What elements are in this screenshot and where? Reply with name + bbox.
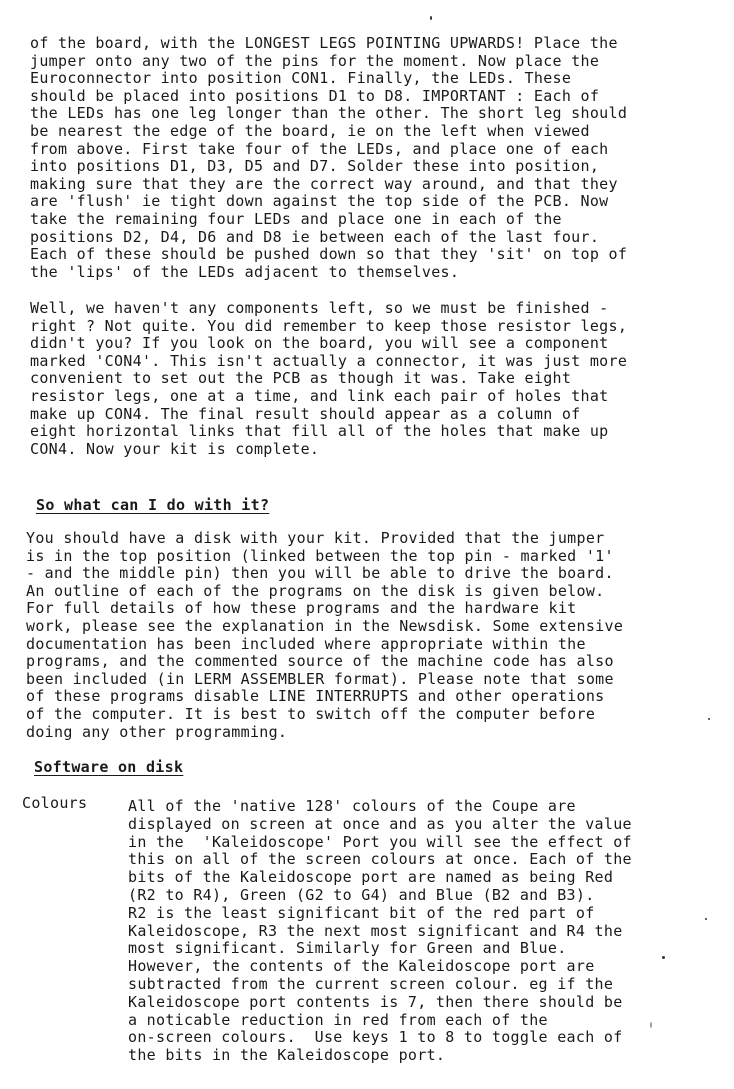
section-heading-what-can-i-do: So what can I do with it? <box>36 496 270 514</box>
software-definition: All of the 'native 128' colours of the Coupe are displayed on screen at once and as you alter the value in the 'Kaleidoscope' Port you will see the effect of this on all of the screen colours at once. Each of the bits of the Kaleidoscope port are named as being Red (R2 to R4), Green (G2 to G4) and Blue (B2 and B3). R2 is the least significant bit of the red part of Kaleidoscope, R3 the next most significant and R4 the most significant. Similarly for Green and Blue. However, the contents of the Kaleidoscope port are subtracted from the current screen colour. eg if the Kaleidoscope port contents is 7, then there should be a noticable reduction in red from each of the on-screen colours. Use keys 1 to 8 to toggle each of the bits in the Kaleidoscope port. <box>128 797 632 1065</box>
scan-speck <box>662 956 665 959</box>
scan-speck <box>430 16 432 20</box>
software-term: Colours <box>22 794 88 812</box>
scan-speck <box>708 718 710 720</box>
assembly-instructions-paragraph: of the board, with the LONGEST LEGS POINTING UPWARDS! Place the jumper onto any two of the pins for the moment. Now place the Euroconnector into position CON1. Finally, the LEDs. These should be placed into positions D1 to D8. IMPORTANT : Each of the LEDs has one leg longer than the other. The short leg should be nearest the edge of the board, ie on the left when viewed from above. First take four of the LEDs, and place one of each into positions D1, D3, D5 and D7. Solder these into position, making sure that they are the correct way around, and that they are 'flush' ie tight down against the top side of the PCB. Now take the remaining four LEDs and place one in each of the positions D2, D4, D6 and D8 ie between each of the last four. Each of these should be pushed down so that they 'sit' on top of the 'lips' of the LEDs adjacent to themselves. <box>30 34 628 281</box>
scan-speck <box>705 918 707 920</box>
completion-paragraph: Well, we haven't any components left, so we must be finished - right ? Not quite. You did remember to keep those resistor legs, didn't you? If you look on the board, you will see a component marked 'CON4'. This isn't actually a connector, it was just more convenient to set out the PCB as though it was. Take eight resistor legs, one at a time, and link each pair of holes that make up CON4. The final result should appear as a column of eight horizontal links that fill all of the holes that make up CON4. Now your kit is complete. <box>30 299 628 458</box>
section-heading-software-on-disk: Software on disk <box>34 758 184 776</box>
disk-overview-paragraph: You should have a disk with your kit. Provided that the jumper is in the top position (linked between the top pin - marked '1' - and the middle pin) then you will be able to drive the board. An outline of each of the programs on the disk is given below. For full details of how these programs and the hardware kit work, please see the explanation in the Newsdisk. Some extensive documentation has been included where appropriate within the programs, and the commented source of the machine code has also been included (in LERM ASSEMBLER format). Please note that some of these programs disable LINE INTERRUPTS and other operations of the computer. It is best to switch off the computer before doing any other programming. <box>26 529 624 741</box>
scan-speck <box>650 1022 652 1028</box>
